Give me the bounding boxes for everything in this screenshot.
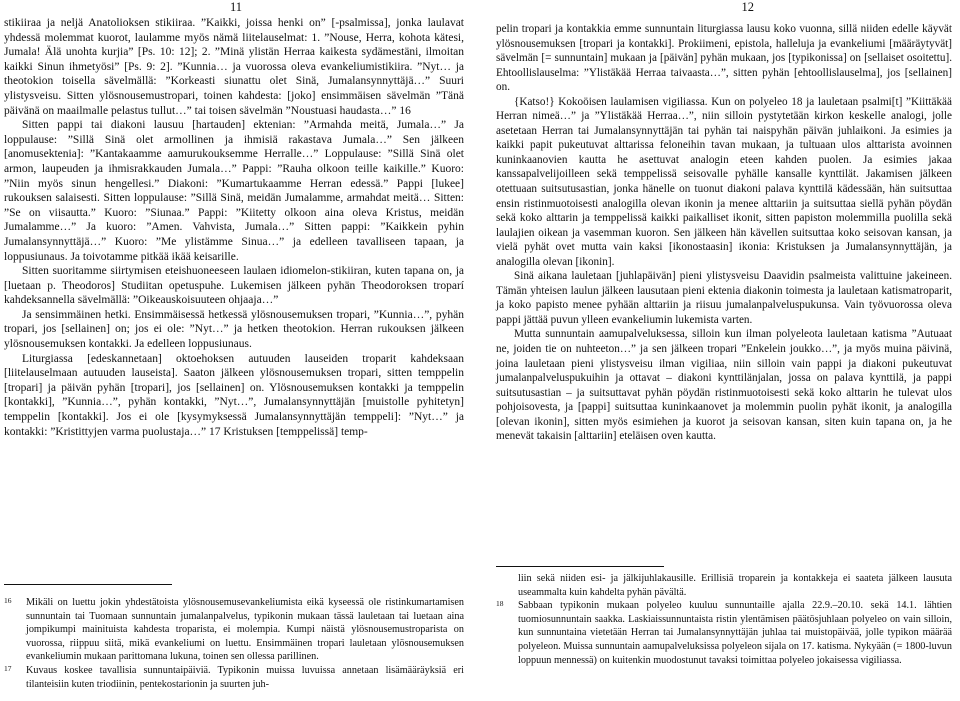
footnote-divider <box>4 584 172 585</box>
footnote-text: Sabbaan typikonin mukaan polyeleo kuuluu sunnuntaille ajalla 22.9.–20.10. sekä 14.1. lähtien tuomiosunnuntain saakka. Laskiaissunnuntaista ristin ylentämisen päätösjuhlaan polyeleo on vain silloin, kun sunnuntaina vietetään Herran tai Jumalansynnyttäjän juhlaa tai muistopäivää, jolle typikon määrää polyeleon. Muissa sunnuntain aamupalveluksissa polyeleon sijala on 17. katisma. Nykyään (= 1800-luvun loppuun mennessä) on kuitenkin muodostunut tavaksi toimittaa polyeleo jokaisessa vigiliassa. <box>518 600 952 666</box>
paragraph: pelin tropari ja kontakkia emme sunnuntain liturgiassa lausu koko vuonna, sillä niiden edelle käyvät ylösnousemuksen [tropari ja kontakki]. Prokiimeni, epistola, halleluja ja evankeliumi [määräytyvät] sävelmän [= sunnuntain] mukaan ja [päivän] pyhän mukaan, jos [typikonissa] on [sellaiset osoitettu]. Ehtoollislauselma: ”Ylistäkää Herraa taivaasta…”, sitten pyhän [ehtoollislauselma], jos [sellainen] on. <box>496 23 952 94</box>
left-page <box>0 0 468 701</box>
paragraph: Sitten suoritamme siirtymisen eteishuoneeseen laulaen idiomelon-stikiiran, kuten tapana on, ja [luetaan p. Theodoros] Studiitan opetuspuhe. Lukemisen jälkeen pyhän Theodoroksen troparí kahdeksannella sävelmällä: ”Oikeauskoisuuteen ohjaaja…” <box>4 265 464 307</box>
footnote-divider <box>496 566 664 567</box>
footnote-text: Mikäli on luettu jokin yhdestätoista ylösnousemusevankeliumista eikä kyseessä ole ristinkumartamisen sunnuntain tai Tuomaan sunnuntain jumalanpalvelus, typikonin mukaan tässä lauletaan tai luetaan aina jompikumpi mainituista kahdesta troparista, ei molempia. Kumpi näistä ylösnousemustroparista on vuorossa, riippuu siitä, mikä evankeliumi on luettu. Ensimmäinen tropari lauletaan ylösnousemuksen evankeliumin mukaan parittomana lukuna, toinen sen ollessa parillinen. <box>26 597 464 663</box>
footnote <box>4 664 464 691</box>
footnote-mark <box>496 572 518 599</box>
right-page <box>492 0 960 701</box>
footnote <box>4 596 464 664</box>
page-number-right: 12 <box>741 0 754 14</box>
paragraph: {Katso!} Kokoöisen laulamisen vigiliassa. Kun on polyeleo 18 ja lauletaan psalmi[t] ”Kiittäkää Herran nimeä…” ja ”Ylistäkää Herraa…”, niin silloin pystytetään kirkon keskelle analogi, jolle asetetaan Herran tai Jumalansynnyttäjän tai pyhän tai naispyhän päivän juhlaikoni. Ja esimies ja kaikki papit pukeutuvat alttarissa feloneihin tavan mukaan, ja tultuaan ulos alttarista avoinnen kuninkaanovien kautta he asettuvat analogin eteen kahden puolen. Ja esimies jakaa kanssapalvelijoilleen sekä temppelissä seisovalle pyhälle kansalle kynttilät. Jakamisen jälkeen otettuaan suitsutusastian, jonka hänelle on tuonut diakoni palava kynttilä kädessään, hän suitsuttaa ensin ristinmuotoisesti analogilla olevan ikonin ja menee alttariin ja suitsuttaa siellä pyhän pöydän sekä koko alttarin ja temppelissä kaikki paikalliset ikonit, sitten papiston molemmilla puolilla sekä laulajien oikean ja vasemman kuoron. Sen jälkeen hän kävellen suitsuttaa koko seisovan kansan, ja vielä pyhät ovet mutta vain kaksi [ikonostaasin] ikonia: Kristuksen ja Jumalansynnyttäjän, ja analogilla olevan [ikonin]. <box>496 95 952 268</box>
footnote <box>496 599 952 667</box>
right-footnotes <box>496 572 952 667</box>
paragraph: Sinä aikana lauletaan [juhlapäivän] pieni ylistysveisu Daavidin psalmeista valittuine jakeineen. Tämän yhteisen laulun jälkeen lausutaan pieni ektenia diakonin toimesta ja lauletaan katismatroparit, ja koko papisto menee pyhään alttariin ja riisuu jumalanpalveluspukunsa. Vain työvuorossa oleva pappi jättää puvun ylleen evankeliumin lukemista varten. <box>496 270 952 326</box>
footnote-mark: 18 <box>496 599 504 609</box>
paragraph: Ja sensimmäinen hetki. Ensimmäisessä hetkessä ylösnousemuksen tropari, ”Kunnia…”, pyhän tropari, jos [sellainen] on; jos ei ole: ”Nyt…” ja hetken theotokion. Herran rukouksen jälkeen ylösnousemuksen kontakki. Ja edelleen loppusiunaus. <box>4 308 464 351</box>
right-page-body <box>496 22 952 444</box>
paragraph: Mutta sunnuntain aamupalveluksessa, silloin kun ilman polyeleota lauletaan katisma ”Autuaat ne, joiden tie on nuhteeton…” ja sen jälkeen tropari ”Enkelein joukko…”, ja myös muina päivinä, joina lauletaan pieni ylistysveisu ilman vigiliaa, niin silloin vain pappi ja diakoni pukeutuvat jumalanpalveluspukuihin ja ottavat – diakoni kynttilänjalan, jossa on palava kynttilä, ja pappi suitsutusastian – ja suitsuttavat pyhän pöydän ristinmuotoisesti sekä koko alttarin he tulevat ulos pohjoisovesta, ja [pappi] suitsuttaa kuninkaanovet ja molemmin puolin pyhät ikonit, ja analogilla [olevan ikonin], sitten myös esimiehen ja kuorot ja seisovan kansan, siten kuin tapana on, ja he menevät takaisin [alttariin] eteläisen oven kautta. <box>496 328 952 443</box>
left-page-body <box>4 16 464 439</box>
page-number-left: 11 <box>229 0 242 14</box>
paragraph: stikiiraa ja neljä Anatolioksen stikiiraa. ”Kaikki, joissa henki on” [-psalmissa], jonka laulavat yhdessä molemmat kuorot, laulamme myös nämä liitelauselmat: 1. ”Nouse, Herra, kohota kätesi, Jumala! Älä unohta kurjia” [Ps. 10: 12]; 2. ”Minä ylistän Herraa kaikesta sydämestäni, ilmoitan kaikki Sinun ihmetyösi” [Ps. 9: 2]. ”Kunnia… ja vuorossa oleva evankeliumistikiira. ”Nyt… ja theotokion toisella sävelmällä: ”Korkeasti siunattu olet Sinä, Jumalansynnyttäjä…” Suuri ylistysveisu. Sitten ylösnousemustropari, toinen kahdesta: [joko] ensimmäisen sävelmän ”Tänä päivänä on maailmalle pelastus tullut…” tai toisen sävelmän ”Noustuasi haudasta…” 16 <box>4 17 464 117</box>
footnote-mark: 17 <box>4 663 12 673</box>
page-gutter <box>474 0 486 701</box>
footnote <box>496 572 952 599</box>
footnote-mark: 16 <box>4 596 12 605</box>
paragraph: Sitten pappi tai diakoni lausuu [hartauden] ektenian: ”Armahda meitä, Jumala…” Ja loppulause: ”Sillä Sinä olet armollinen ja ihmisiä rakastava Jumala…” Sen jälkeen [anomusektenia]: ”Kantakaamme aamurukouksemme Herralle…” Loppulause: ”Sillä Sinä olet armon, laupeuden ja ihmisrakkauden Jumala…” Pappi: ”Rauha olkoon teille kaikille.” Kuoro: ”Niin myös sinun hengellesi.” Diakoni: ”Kumartukaamme Herran edessä.” Pappi [lukee] rukouksen salaisesti. Sitten loppulause: ”Sillä Sinä, meidän Jumalamme, armahdat meitä… Sitten: ”Se on viisautta.” Kuoro: ”Siunaa.” Pappi: ”Kiitetty olkoon aina oleva Kristus, meidän Jumalamme…” Ja kuoro: ”Amen. Vahvista, Jumala…” Sitten pappi: ”Kaikkein pyhin Jumalansynnyttäjä…” Kuoro: ”Me ylistämme Sinua…” ja edelleen tavalliseen tapaan, ja loppusiunaus. Ja toivotamme pitkää ikää keisarille. <box>4 119 464 263</box>
paragraph: Liturgiassa [edeskannetaan] oktoehoksen autuuden lauseiden troparit kahdeksaan [liitelauselmaan autuuden lauseista]. Saaton jälkeen ylösnousemuksen tropari, sitten temppelin [tropari] ja päivän pyhän [tropari], jos [sellainen] on. Ylösnousemuksen kontakki ja temppelin [kontakki], ”Kunnia…”, pyhän kontakki, ”Nyt…”, Jumalansynnyttäjän [muistolle pyhitetyn] temppelin [kontakki]. Jos ei ole [kysymyksessä Jumalansynnyttäjän temppeli]: ”Nyt…” ja kontakki: ”Kristittyjen varma puolustaja…” 17 Kristuksen [temppelissä] temp- <box>4 352 464 438</box>
left-footnotes <box>4 596 464 691</box>
footnote-text: liin sekä niiden esi- ja jälkijuhlakausille. Erillisiä troparein ja kontakkeja ei saateta jälkeen lausuta useammalta kuin kahdelta pyhän pävältä. <box>518 573 952 598</box>
footnote-text: Kuvaus koskee tavallisia sunnuntaipäiviä. Typikonin muissa luvuissa annetaan lisämääräyksiä eri tilanteisiin kuten triodiinin, pentekostarionin ja suurten juh- <box>26 664 464 690</box>
